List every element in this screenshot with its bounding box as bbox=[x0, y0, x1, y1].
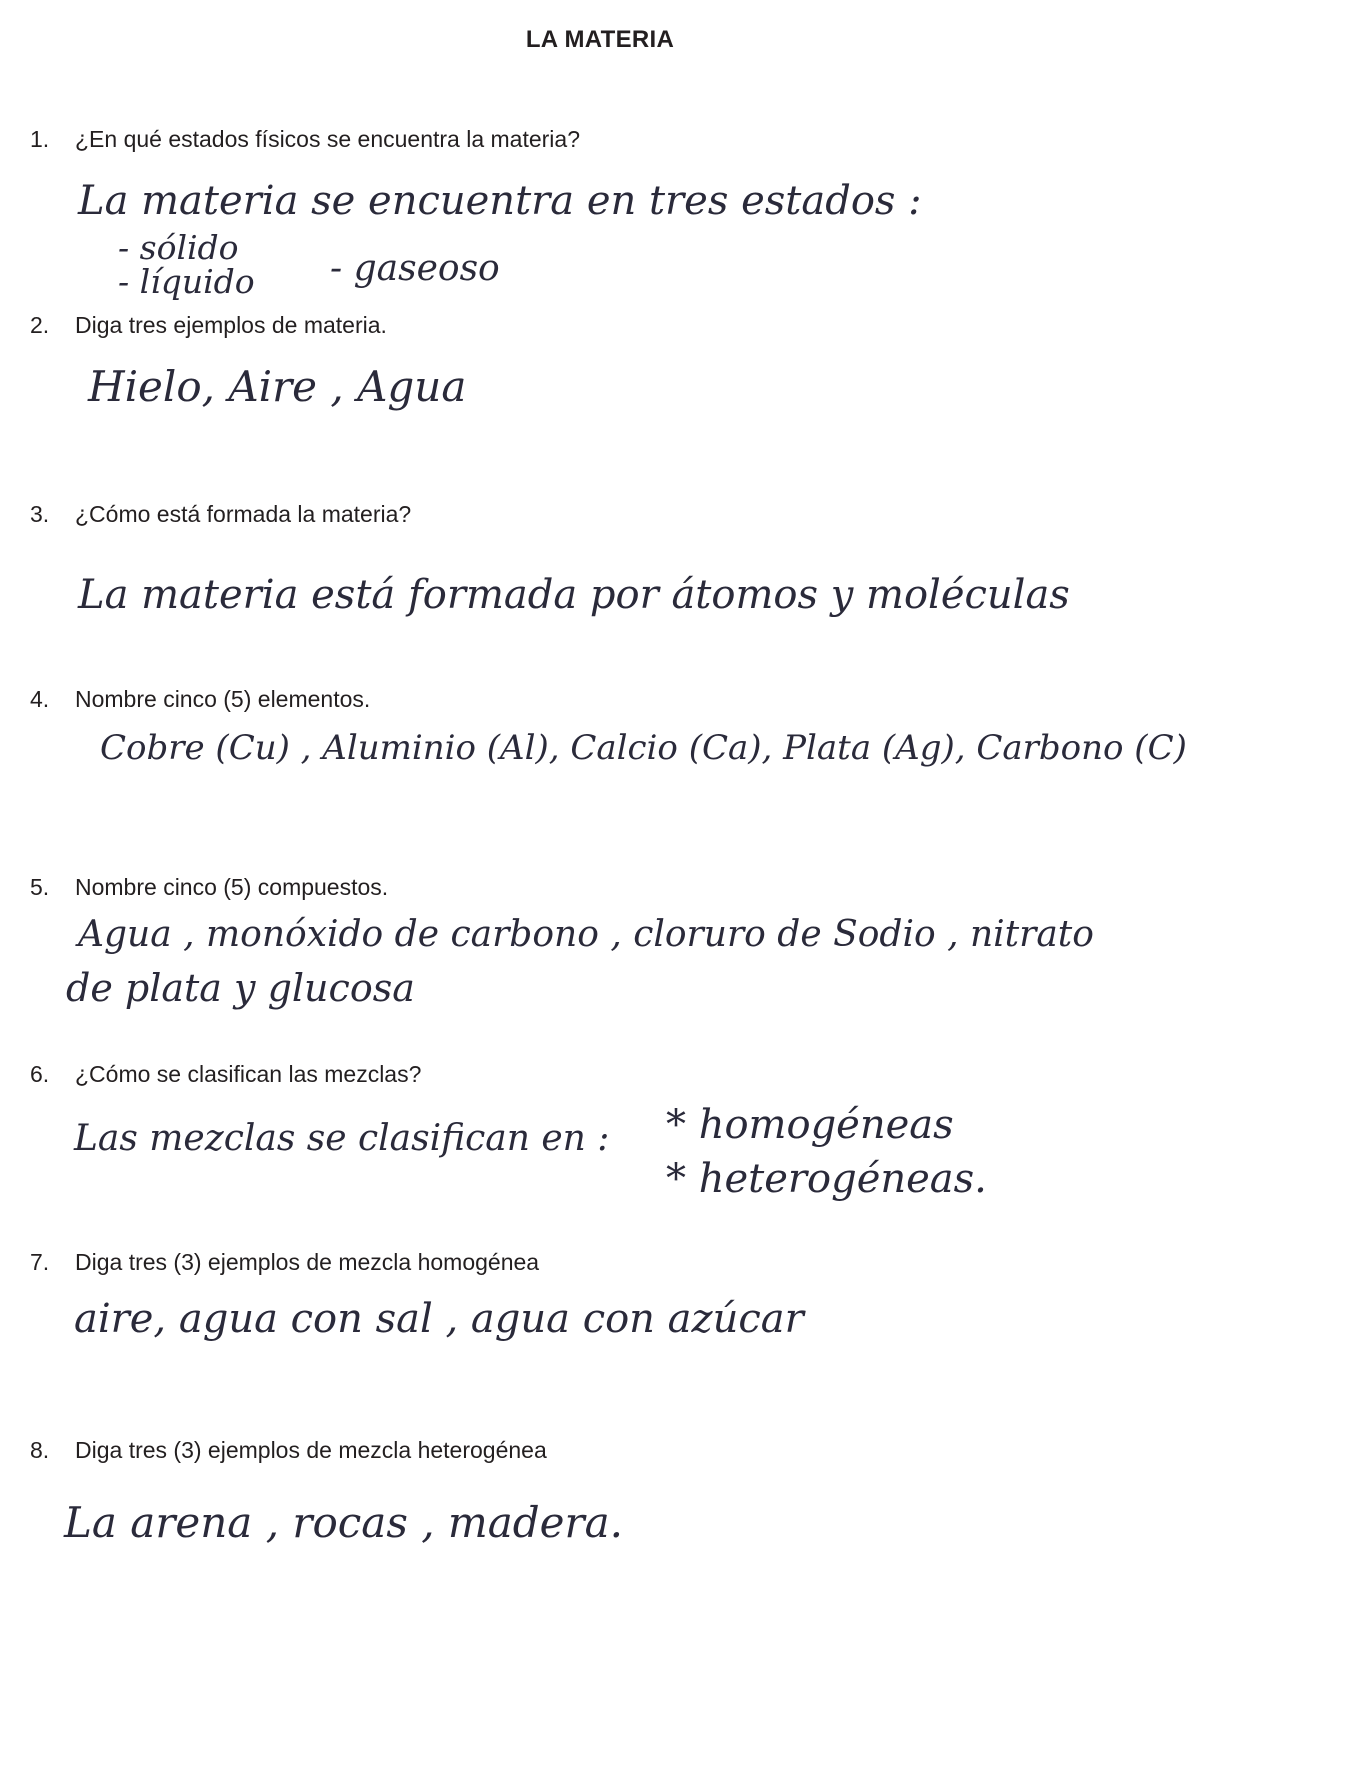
question-text: Nombre cinco (5) elementos. bbox=[75, 686, 371, 712]
question-number: 1. bbox=[30, 126, 50, 152]
question-5 bbox=[30, 874, 388, 901]
answer-line: * heterogéneas. bbox=[666, 1156, 987, 1202]
answer-line: La materia se encuentra en tres estados : bbox=[78, 178, 922, 224]
question-text: Diga tres (3) ejemplos de mezcla heterogénea bbox=[75, 1437, 547, 1463]
answer-line: de plata y glucosa bbox=[66, 966, 415, 1010]
question-number: 3. bbox=[30, 501, 50, 527]
question-text: ¿Cómo está formada la materia? bbox=[75, 501, 412, 527]
question-number: 7. bbox=[30, 1249, 50, 1275]
answer-line: La materia está formada por átomos y moléculas bbox=[78, 572, 1070, 618]
question-7 bbox=[30, 1249, 539, 1276]
question-1 bbox=[30, 126, 580, 153]
answer-line: Agua , monóxido de carbono , cloruro de Sodio , nitrato bbox=[78, 914, 1094, 955]
question-text: Diga tres (3) ejemplos de mezcla homogénea bbox=[75, 1249, 540, 1275]
answer-line: Hielo, Aire , Agua bbox=[88, 362, 467, 411]
answer-line: - gaseoso bbox=[330, 248, 500, 289]
question-number: 8. bbox=[30, 1437, 50, 1463]
answer-line: La arena , rocas , madera. bbox=[64, 1498, 624, 1547]
question-4 bbox=[30, 686, 370, 713]
question-6 bbox=[30, 1061, 421, 1088]
question-number: 4. bbox=[30, 686, 50, 712]
question-3 bbox=[30, 501, 411, 528]
answer-line: Las mezclas se clasifican en : bbox=[74, 1118, 610, 1159]
question-number: 2. bbox=[30, 312, 50, 338]
answer-line: aire, agua con sal , agua con azúcar bbox=[74, 1296, 804, 1342]
question-text: Nombre cinco (5) compuestos. bbox=[75, 874, 389, 900]
answer-line: * homogéneas bbox=[666, 1102, 954, 1148]
answer-line: - sólido bbox=[118, 228, 239, 267]
answer-line: Cobre (Cu) , Aluminio (Al), Calcio (Ca), Plata (Ag), Carbono (C) bbox=[100, 728, 1187, 768]
question-text: Diga tres ejemplos de materia. bbox=[75, 312, 387, 338]
question-number: 5. bbox=[30, 874, 50, 900]
question-text: ¿Cómo se clasifican las mezclas? bbox=[75, 1061, 422, 1087]
question-2 bbox=[30, 312, 387, 339]
question-number: 6. bbox=[30, 1061, 50, 1087]
question-8 bbox=[30, 1437, 547, 1464]
worksheet-title: LA MATERIA bbox=[525, 26, 675, 53]
question-text: ¿En qué estados físicos se encuentra la materia? bbox=[75, 126, 581, 152]
answer-line: - líquido bbox=[118, 262, 255, 301]
